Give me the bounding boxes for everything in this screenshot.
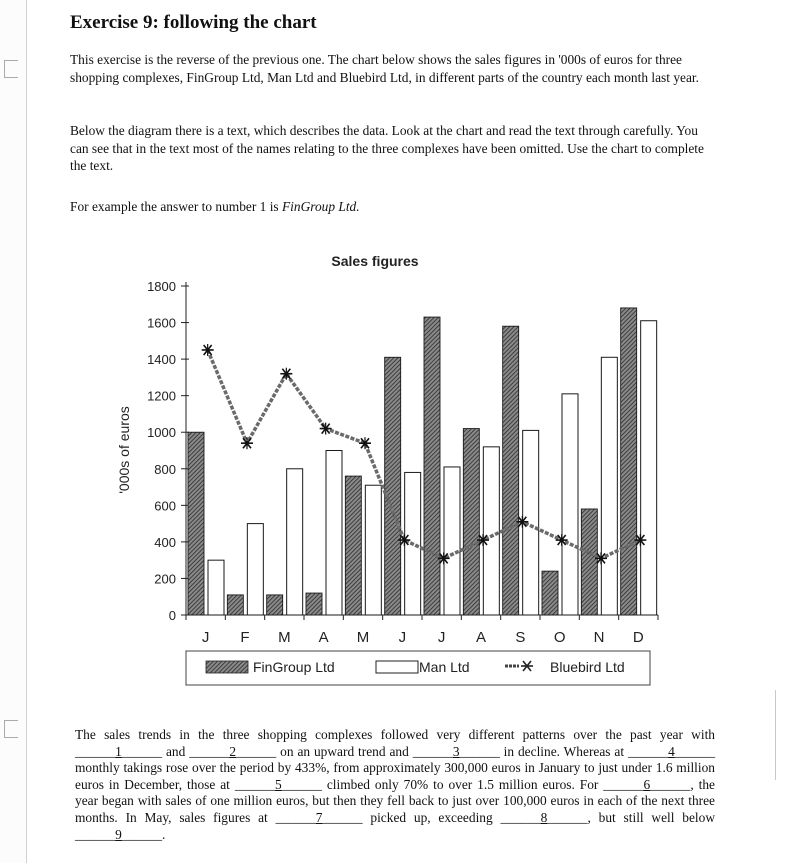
bar-fingroup bbox=[463, 429, 479, 615]
scan-edge-line bbox=[775, 690, 776, 780]
binding-mark bbox=[4, 720, 18, 738]
blank-7[interactable]: ______7______ bbox=[275, 809, 363, 825]
bar-fingroup bbox=[385, 357, 401, 615]
legend-swatch-man bbox=[376, 661, 418, 673]
x-axis-labels bbox=[202, 629, 644, 646]
bar-man bbox=[483, 447, 499, 615]
bar-fingroup bbox=[227, 595, 243, 615]
x-tick-label: J bbox=[437, 629, 446, 646]
exercise-text-part: The sales trends in the three shopping complexes followed very different patterns over the past year with bbox=[75, 727, 715, 742]
blank-4[interactable]: ______4______ bbox=[627, 743, 716, 759]
x-tick-label: J bbox=[201, 629, 210, 646]
exercise-text-part: and bbox=[162, 743, 190, 759]
intro-paragraph-1: This exercise is the reverse of the previous one. The chart below shows the sales figures in '000s of euros for three shopping complexes, FinGroup Ltd, Man Ltd and Bluebird Ltd, in different parts of the country each month last year. bbox=[70, 52, 699, 85]
bar-man bbox=[641, 321, 657, 615]
y-tick-label: 1600 bbox=[147, 315, 176, 331]
bar-fingroup bbox=[542, 571, 558, 615]
legend-label-man: Man Ltd bbox=[419, 659, 470, 675]
y-tick-label: 800 bbox=[154, 461, 176, 477]
blank-9[interactable]: ______9______ bbox=[75, 826, 163, 842]
bar-man bbox=[365, 485, 381, 615]
legend-label-bluebird: Bluebird Ltd bbox=[550, 659, 625, 675]
exercise-text-part: monthly takings rose over the period by 433%, from approximately 300,000 euros in January to just under 1.6 million euros in December, those at bbox=[75, 760, 715, 792]
bluebird-point bbox=[556, 534, 568, 546]
blank-6[interactable]: ______6______ bbox=[603, 776, 691, 792]
exercise-text-part: climbed only 70% to over 1.5 million euros. For bbox=[321, 776, 604, 792]
bar-man bbox=[523, 430, 539, 615]
bar-man bbox=[247, 524, 263, 615]
bar-fingroup bbox=[581, 509, 597, 615]
intro-paragraph-2: Below the diagram there is a text, which describes the data. Look at the chart and read the text through carefully. You can see that in the text most of the names relating to the three complexes have been omitted. Use the chart to complete the text. bbox=[70, 123, 704, 174]
x-tick-label: A bbox=[475, 629, 487, 646]
bar-fingroup bbox=[188, 432, 204, 615]
chart-title: Sales figures bbox=[331, 253, 419, 269]
x-tick-label: D bbox=[632, 629, 644, 646]
bluebird-point bbox=[241, 437, 253, 449]
bar-fingroup bbox=[621, 308, 637, 615]
y-tick-label: 1400 bbox=[147, 352, 176, 368]
bluebird-point bbox=[634, 534, 646, 546]
legend-label-fingroup: FinGroup Ltd bbox=[253, 659, 335, 675]
bar-fingroup bbox=[306, 593, 322, 615]
x-tick-label: M bbox=[356, 629, 370, 646]
legend-swatch-fingroup bbox=[206, 661, 248, 673]
y-tick-label: 0 bbox=[168, 608, 176, 623]
y-tick-label: 600 bbox=[154, 498, 176, 514]
bar-fingroup bbox=[503, 326, 519, 615]
x-tick-label: A bbox=[318, 629, 329, 646]
y-tick-label: 1000 bbox=[147, 425, 176, 441]
x-tick-label: F bbox=[240, 629, 250, 646]
x-tick-label: M bbox=[278, 629, 291, 646]
bar-man bbox=[444, 467, 460, 615]
x-tick-label: N bbox=[593, 629, 605, 646]
exercise-text-part: in decline. Whereas at bbox=[499, 743, 628, 759]
bluebird-point bbox=[516, 516, 528, 528]
bar-fingroup bbox=[267, 595, 283, 615]
bluebird-point bbox=[595, 552, 607, 564]
blank-3[interactable]: ______3______ bbox=[412, 743, 500, 759]
exercise-text-part: . bbox=[162, 826, 166, 842]
bar-man bbox=[287, 469, 303, 615]
exercise-text-part: , but still well below bbox=[587, 809, 715, 825]
bar-fingroup bbox=[345, 476, 361, 615]
exercise-text-part: , the year began with sales of one million euros, but then they fell back to just over 100,000 euros in each of the next three months. In May, sales figures at bbox=[75, 776, 715, 825]
bar-man bbox=[601, 357, 617, 615]
bluebird-point bbox=[320, 423, 332, 435]
exercise-text-part: picked up, exceeding bbox=[362, 809, 501, 825]
blank-8[interactable]: ______8______ bbox=[500, 809, 588, 825]
x-tick-label: O bbox=[553, 629, 566, 646]
bluebird-point bbox=[477, 534, 489, 546]
y-tick-label: 1200 bbox=[147, 388, 176, 404]
chart-legend bbox=[186, 651, 650, 685]
y-axis-label: '000s of euros bbox=[116, 406, 132, 494]
x-tick-label: J bbox=[398, 629, 407, 646]
bar-man bbox=[562, 394, 578, 615]
bar-man bbox=[208, 560, 224, 615]
bluebird-point bbox=[202, 344, 214, 356]
example-prefix: For example the answer to number 1 is bbox=[70, 199, 282, 214]
bar-fingroup bbox=[424, 317, 440, 615]
y-tick-label: 200 bbox=[154, 571, 176, 587]
exercise-heading: Exercise 9: following the chart bbox=[70, 12, 317, 33]
bluebird-point bbox=[280, 368, 292, 380]
blank-1[interactable]: ______1______ bbox=[75, 743, 163, 759]
blank-5[interactable]: ______5______ bbox=[234, 776, 322, 792]
bluebird-point bbox=[438, 552, 450, 564]
blank-2[interactable]: ______2______ bbox=[189, 743, 277, 759]
exercise-text-part: on an upward trend and bbox=[276, 743, 413, 759]
chart-bars bbox=[188, 308, 657, 615]
bluebird-point bbox=[398, 534, 410, 546]
bluebird-point bbox=[359, 437, 371, 449]
y-tick-label: 400 bbox=[154, 534, 176, 550]
y-tick-label: 1800 bbox=[147, 279, 176, 294]
exercise-text bbox=[75, 727, 715, 843]
x-tick-label: S bbox=[515, 629, 526, 646]
example-answer: FinGroup Ltd. bbox=[281, 199, 360, 214]
bar-man bbox=[326, 451, 342, 616]
